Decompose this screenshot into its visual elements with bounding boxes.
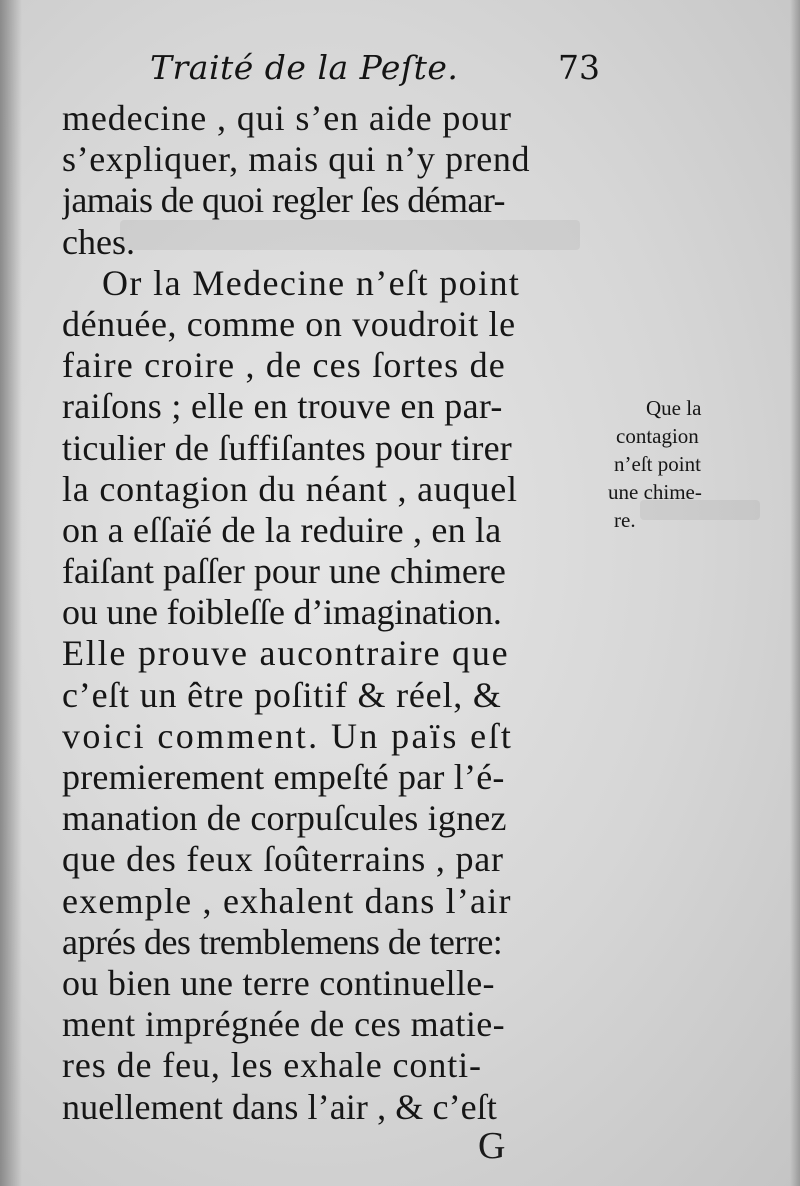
- marginal-note-line: re.: [614, 508, 636, 532]
- text-line: ticulier de ſuffiſantes pour tirer: [62, 427, 512, 468]
- page-edge: [790, 0, 800, 1186]
- text-line: res de feu, les exhale conti-: [62, 1045, 482, 1086]
- text-line: voici comment. Un païs eſt: [62, 715, 514, 756]
- page-number: 73: [558, 48, 600, 87]
- text-line: medecine , qui s’en aide pour: [62, 98, 512, 138]
- text-line: faiſant paſſer pour une chimere: [62, 551, 506, 592]
- running-title: Traité de la Peſte.: [150, 48, 459, 87]
- text-line: Or la Medecine n’eſt point: [102, 262, 521, 303]
- text-line: faire croire , de ces ſortes de: [62, 345, 506, 386]
- gutter-shadow: [0, 0, 22, 1186]
- marginal-note: [608, 394, 768, 534]
- text-line: exemple , exhalent dans l’air: [62, 880, 512, 921]
- text-line: aprés des tremblemens de terre:: [62, 921, 503, 962]
- text-line: on a eſſaïé de la reduire , en la: [62, 509, 502, 550]
- text-line: Elle prouve aucontraire que: [62, 633, 510, 674]
- marginal-note-line: contagion: [616, 424, 699, 448]
- body-text: [62, 98, 604, 1128]
- marginal-note-line: Que la: [646, 396, 702, 420]
- text-line: que des feux ſoûterrains , par: [62, 839, 504, 880]
- text-line: ches.: [62, 221, 135, 262]
- running-head: [150, 48, 600, 96]
- text-line: c’eſt un être poſitif & réel, &: [62, 674, 502, 715]
- text-line: premierement empeſté par l’é-: [62, 757, 505, 797]
- signature-mark: G: [478, 1125, 506, 1167]
- text-line: ou une foibleſſe d’imagination.: [62, 592, 502, 633]
- marginal-note-line: n’eſt point: [614, 452, 701, 476]
- text-line: jamais de quoi regler ſes démar-: [62, 180, 505, 221]
- marginal-note-line: une chime-: [608, 480, 702, 504]
- text-line: s’expliquer, mais qui n’y prend: [62, 139, 531, 180]
- text-line: manation de corpuſcules ignez: [62, 798, 507, 839]
- text-line: ou bien une terre continuelle-: [62, 962, 495, 1003]
- text-line: nuellement dans l’air , & c’eſt: [62, 1086, 497, 1127]
- text-line: raiſons ; elle en trouve en par-: [62, 386, 503, 427]
- text-line: dénuée, comme on voudroit le: [62, 303, 516, 344]
- text-line: la contagion du néant , auquel: [62, 468, 518, 509]
- text-line: ment imprégnée de ces matie-: [62, 1004, 506, 1045]
